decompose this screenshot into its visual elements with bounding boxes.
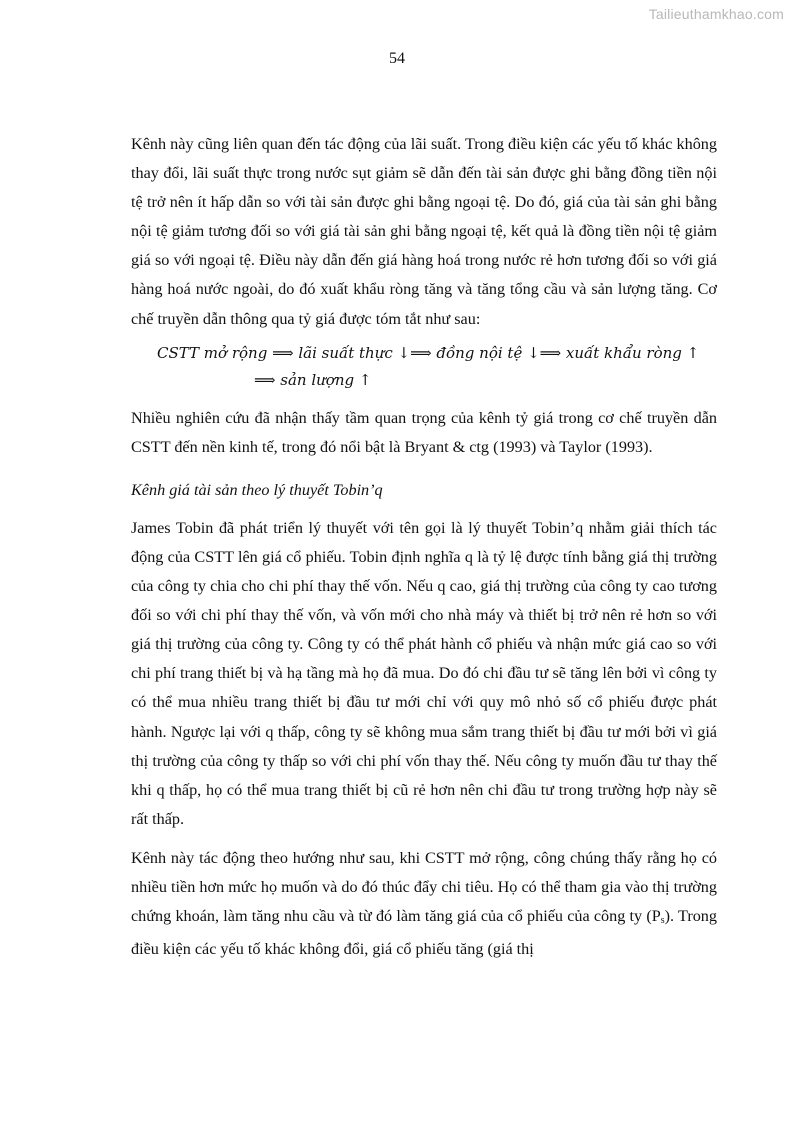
document-body <box>131 130 717 964</box>
subscript-s: s <box>660 915 665 927</box>
formula-line-1: CSTT mở rộng ⟹ lãi suất thực ↓⟹ đồng nội tệ ↓⟹ xuất khẩu ròng ↑ <box>157 343 700 362</box>
page-number: 54 <box>389 50 405 67</box>
transmission-formula <box>131 340 717 394</box>
paragraph-channel-effect <box>131 844 717 964</box>
paragraph-tobin-q: James Tobin đã phát triển lý thuyết với tên gọi là lý thuyết Tobin’q nhằm giải thích tác động của CSTT lên giá cổ phiếu. Tobin định nghĩa q là tỷ lệ được tính bằng giá thị trường của công ty chia cho chi phí thay thế vốn. Nếu q cao, giá thị trường của công ty cao tương đối so với chi phí thay thế vốn, và vốn mới cho nhà máy và thiết bị trở nên rẻ hơn so với giá thị trường của công ty. Công ty có thể phát hành cổ phiếu và nhận mức giá cao so với chi phí trang thiết bị và hạ tầng mà họ đã mua. Do đó chi đầu tư sẽ tăng lên bởi vì công ty có thể mua nhiều trang thiết bị đầu tư mới chỉ với quy mô nhỏ số cổ phiếu được phát hành. Ngược lại với q thấp, công ty sẽ không mua sắm trang thiết bị đầu tư mới bởi vì giá thị trường của công ty thấp so với chi phí vốn thay thế. Nếu công ty muốn đầu tư thay thế khi q thấp, họ có thể mua trang thiết bị cũ rẻ hơn nên chi đầu tư trong trường hợp này sẽ rất thấp. <box>131 518 717 828</box>
watermark: Tailieuthamkhao.com <box>648 6 784 22</box>
paragraph-studies: Nhiều nghiên cứu đã nhận thấy tầm quan trọng của kênh tỷ giá trong cơ chế truyền dẫn CSTT đến nền kinh tế, trong đó nổi bật là Bryant & ctg (1993) và Taylor (1993). <box>131 408 717 456</box>
section-heading: Kênh giá tài sản theo lý thuyết Tobin’q <box>131 480 383 499</box>
paragraph-text-part2: ). Trong điều kiện các yếu tố khác không đổi, giá cổ phiếu tăng (giá thị <box>131 907 717 959</box>
paragraph-exchange-rate-channel: Kênh này cũng liên quan đến tác động của lãi suất. Trong điều kiện các yếu tố khác không thay đổi, lãi suất thực trong nước sụt giảm sẽ dẫn đến tài sản được ghi bằng đồng tiền nội tệ trở nên ít hấp dẫn so với tài sản được ghi bằng ngoại tệ. Do đó, giá của tài sản ghi bằng nội tệ giảm tương đối so với giá tài sản ghi bằng ngoại tệ, kết quả là đồng tiền nội tệ giảm giá so với ngoại tệ. Điều này dẫn đến giá hàng hoá trong nước rẻ hơn tương đối so với giá hàng hoá nước ngoài, do đó xuất khẩu ròng tăng và tăng tổng cầu và sản lượng tăng. Cơ chế truyền dẫn thông qua tỷ giá được tóm tắt như sau: <box>131 135 717 328</box>
formula-line-2: ⟹ sản lượng ↑ <box>254 370 372 389</box>
paragraph-text-part1: Kênh này tác động theo hướng như sau, khi CSTT mở rộng, công chúng thấy rằng họ có nhiều tiền hơn mức họ muốn và do đó thúc đẩy chi tiêu. Họ có thể tham gia vào thị trường chứng khoán, làm tăng nhu cầu và từ đó làm tăng giá của cổ phiếu của công ty (P <box>131 848 717 926</box>
